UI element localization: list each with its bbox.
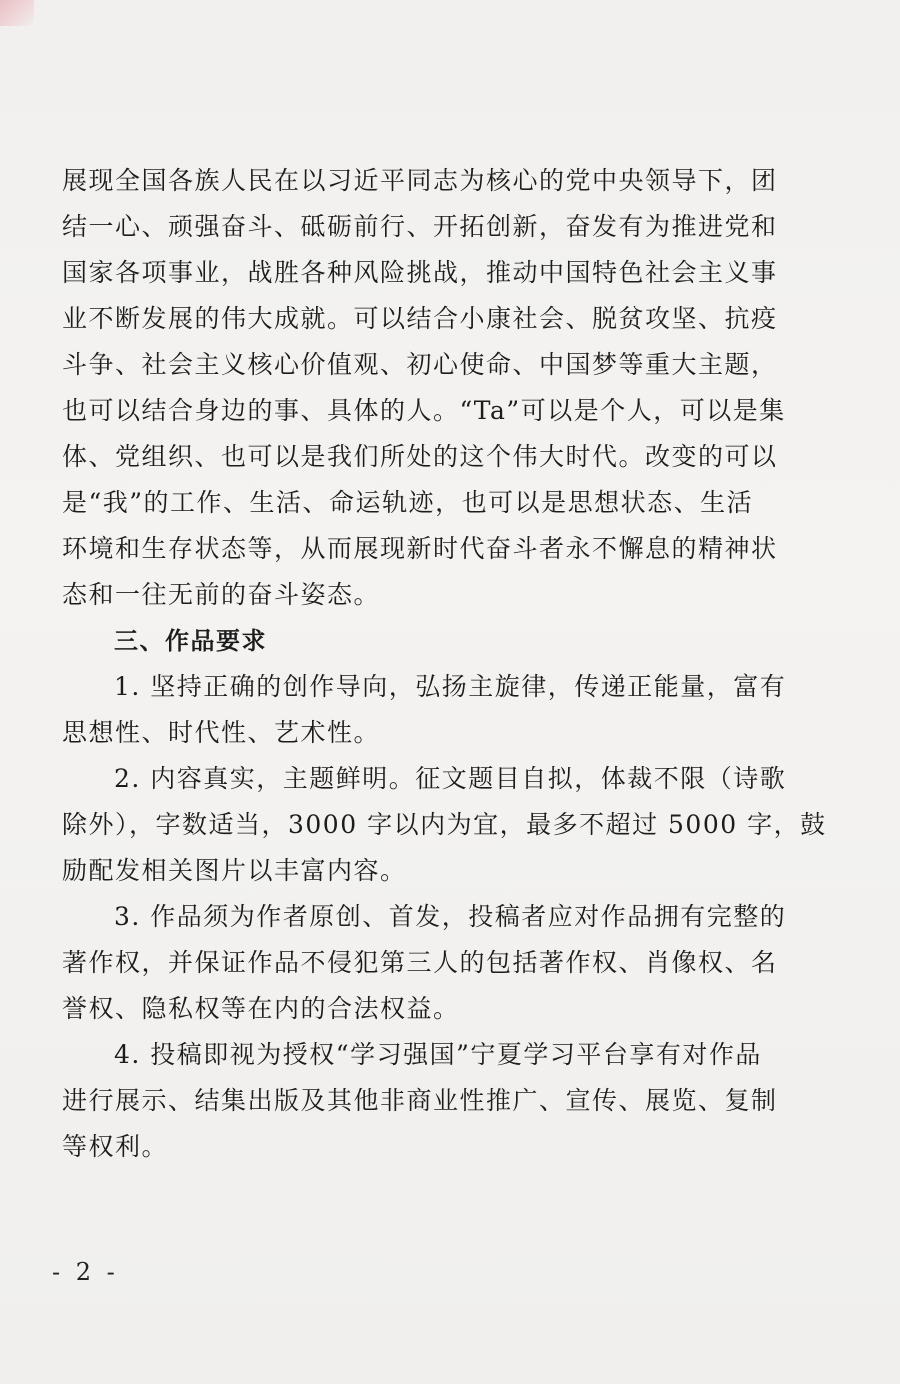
text-line: 4. 投稿即视为授权“学习强国”宁夏学习平台享有对作品 xyxy=(114,1040,762,1069)
text-line: 誉权、隐私权等在内的合法权益。 xyxy=(62,994,460,1023)
text-line: 态和一往无前的奋斗姿态。 xyxy=(62,580,381,609)
text-line: 励配发相关图片以丰富内容。 xyxy=(62,856,407,885)
text-line: 斗争、社会主义核心价值观、初心使命、中国梦等重大主题， xyxy=(62,350,778,379)
text-line: 结一心、顽强奋斗、砥砺前行、开拓创新，奋发有为推进党和 xyxy=(62,212,778,241)
section-heading: 三、作品要求 xyxy=(114,627,267,655)
text-line: 也可以结合身边的事、具体的人。“Ta”可以是个人，可以是集 xyxy=(62,396,786,425)
document-body xyxy=(62,158,827,1170)
text-line: 进行展示、结集出版及其他非商业性推广、宣传、展览、复制 xyxy=(62,1086,778,1115)
requirement-item-4 xyxy=(62,1032,822,1170)
text-line: 2. 内容真实，主题鲜明。征文题目自拟，体裁不限（诗歌 xyxy=(114,764,787,793)
text-line: 等权利。 xyxy=(62,1132,169,1161)
text-line: 业不断发展的伟大成就。可以结合小康社会、脱贫攻坚、抗疫 xyxy=(62,304,778,333)
text-line: 展现全国各族人民在以习近平同志为核心的党中央领导下，团 xyxy=(62,166,778,195)
requirement-item-3 xyxy=(62,894,822,1032)
text-line: 体、党组织、也可以是我们所处的这个伟大时代。改变的可以 xyxy=(62,442,778,471)
page-corner-mark xyxy=(0,0,34,26)
text-line: 3. 作品须为作者原创、首发，投稿者应对作品拥有完整的 xyxy=(114,902,787,931)
page-number: - 2 - xyxy=(52,1258,119,1286)
text-line: 国家各项事业，战胜各种风险挑战，推动中国特色社会主义事 xyxy=(62,258,778,287)
paragraph xyxy=(62,158,822,618)
text-line: 思想性、时代性、艺术性。 xyxy=(62,718,381,747)
text-line: 是“我”的工作、生活、命运轨迹，也可以是思想状态、生活 xyxy=(62,488,754,517)
text-line: 著作权，并保证作品不侵犯第三人的包括著作权、肖像权、名 xyxy=(62,948,778,977)
text-line: 1. 坚持正确的创作导向，弘扬主旋律，传递正能量，富有 xyxy=(114,672,787,701)
text-line: 环境和生存状态等，从而展现新时代奋斗者永不懈息的精神状 xyxy=(62,534,778,563)
requirement-item-1 xyxy=(62,664,822,756)
text-line: 除外），字数适当，3000 字以内为宜，最多不超过 5000 字，鼓 xyxy=(62,810,827,839)
requirement-item-2 xyxy=(62,756,827,894)
